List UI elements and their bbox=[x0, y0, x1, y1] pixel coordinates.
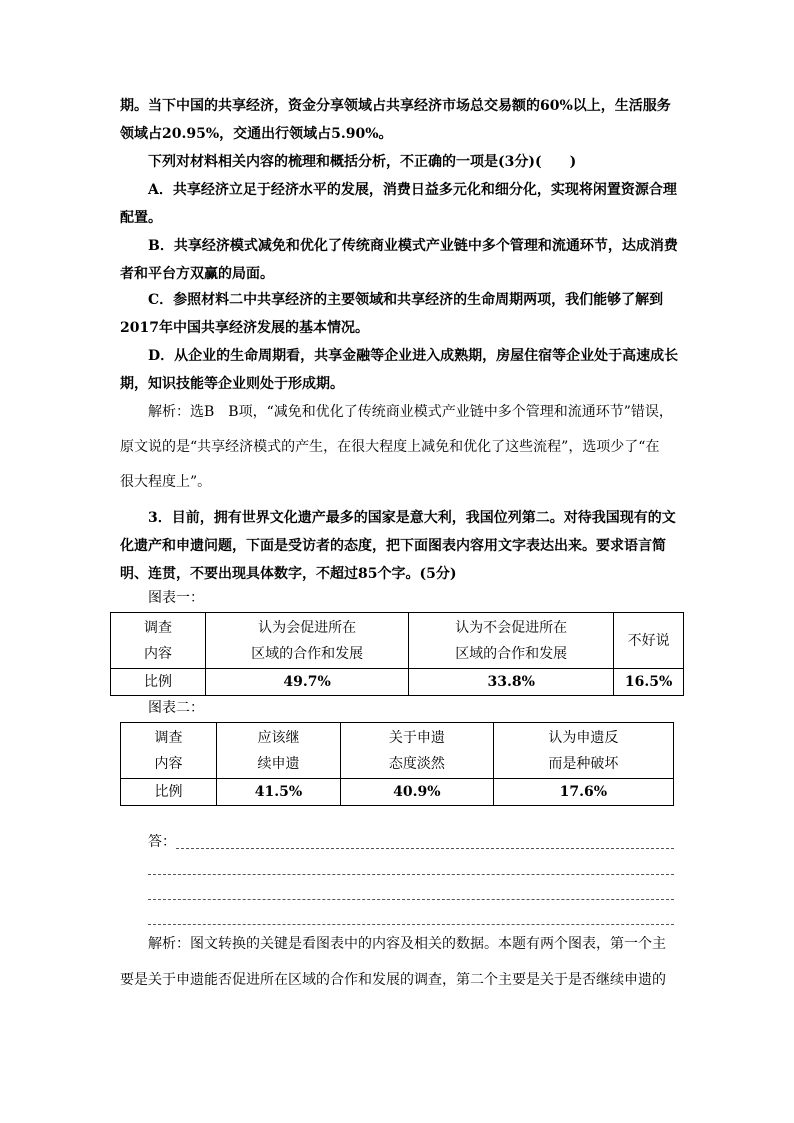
survey-table-2 bbox=[120, 722, 674, 806]
q3-line-3: 明、连贯，不要出现具体数字，不超过85个字。(5分) bbox=[120, 566, 457, 582]
q3-line-2: 化遗产和申遗问题，下面是受访者的态度，把下面图表内容用文字表达出来。要求语言简 bbox=[120, 538, 666, 554]
intro-line-1: 期。当下中国的共享经济，资金分享领域占共享经济市场总交易额的60%以上，生活服务 bbox=[120, 98, 671, 114]
analysis-1-line-3: 很大程度上”。 bbox=[120, 474, 212, 490]
table2-row-label: 比例 bbox=[121, 779, 217, 806]
survey-table-1 bbox=[110, 612, 684, 696]
answer-line-2[interactable] bbox=[148, 874, 674, 875]
option-b-line-1: B．共享经济模式减免和优化了传统商业模式产业链中多个管理和流通环节，达成消费 bbox=[148, 238, 678, 254]
option-c-line-2: 2017年中国共享经济发展的基本情况。 bbox=[120, 320, 369, 336]
analysis-2-line-2: 要是关于申遗能否促进所在区域的合作和发展的调查，第二个主要是关于是否继续申遗的 bbox=[120, 972, 666, 988]
table1-row-label: 比例 bbox=[111, 669, 206, 696]
q3-line-1: 3．目前，拥有世界文化遗产最多的国家是意大利，我国位列第二。对待我国现有的文 bbox=[148, 510, 676, 526]
table1-header-unsure: 不好说 bbox=[614, 613, 684, 669]
answer-label: 答： bbox=[148, 834, 176, 850]
table2-header-continue: 应该继 续申遗 bbox=[216, 723, 340, 779]
table2-caption: 图表二： bbox=[148, 700, 204, 716]
option-a-line-2: 配置。 bbox=[120, 210, 162, 226]
table2-header-destructive: 认为申遗反 而是种破坏 bbox=[493, 723, 673, 779]
table1-value-not-promote: 33.8% bbox=[409, 669, 614, 696]
table2-header-indifferent: 关于申遗 态度淡然 bbox=[341, 723, 494, 779]
table1-header-item: 调查 内容 bbox=[111, 613, 206, 669]
option-d-line-1: D．从企业的生命周期看，共享金融等企业进入成熟期，房屋住宿等企业处于高速成长 bbox=[148, 348, 679, 364]
table1-header-not-promote: 认为不会促进所在 区域的合作和发展 bbox=[409, 613, 614, 669]
analysis-1-line-2: 原文说的是“共享经济模式的产生，在很大程度上减免和优化了这些流程”，选项少了“在 bbox=[120, 439, 660, 455]
table2-value-destructive: 17.6% bbox=[493, 779, 673, 806]
analysis-1-line-1: 解析：选B B项，“减免和优化了传统商业模式产业链中多个管理和流通环节”错误， bbox=[148, 404, 673, 420]
option-d-line-2: 期，知识技能等企业则处于形成期。 bbox=[120, 376, 344, 392]
table2-value-indifferent: 40.9% bbox=[341, 779, 494, 806]
table1-caption: 图表一： bbox=[148, 590, 204, 606]
table1-value-unsure: 16.5% bbox=[614, 669, 684, 696]
table1-value-promote: 49.7% bbox=[206, 669, 409, 696]
intro-line-2: 领域占20.95%，交通出行领域占5.90%。 bbox=[120, 126, 393, 142]
table1-header-promote: 认为会促进所在 区域的合作和发展 bbox=[206, 613, 409, 669]
answer-line-4[interactable] bbox=[148, 924, 674, 925]
question-stem: 下列对材料相关内容的梳理和概括分析，不正确的一项是(3分)( ) bbox=[148, 154, 577, 170]
table2-header-item: 调查 内容 bbox=[121, 723, 217, 779]
table2-value-continue: 41.5% bbox=[216, 779, 340, 806]
answer-line-3[interactable] bbox=[148, 899, 674, 900]
analysis-2-line-1: 解析：图文转换的关键是看图表中的内容及相关的数据。本题有两个图表，第一个主 bbox=[148, 936, 666, 952]
option-c-line-1: C．参照材料二中共享经济的主要领域和共享经济的生命周期两项，我们能够了解到 bbox=[148, 292, 664, 308]
option-b-line-2: 者和平台方双赢的局面。 bbox=[120, 266, 274, 282]
answer-line-1[interactable] bbox=[176, 848, 674, 849]
option-a-line-1: A．共享经济立足于经济水平的发展，消费日益多元化和细分化，实现将闲置资源合理 bbox=[148, 182, 677, 198]
